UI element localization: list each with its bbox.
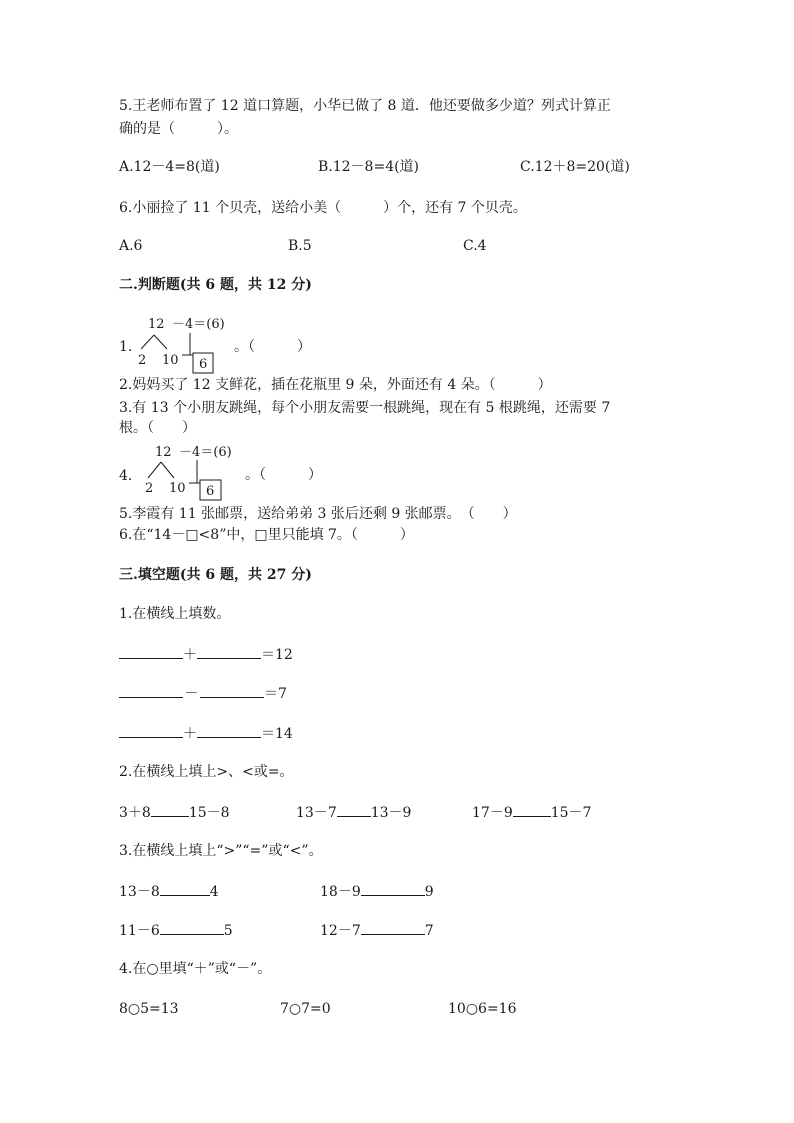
compare-left: 17－9 [472,805,513,821]
judge-item3-line1: 3.有 13 个小朋友跳绳，每个小朋友需要一根跳绳，现在有 5 根跳绳，还需要 7 [119,400,611,416]
result: ＝14 [261,726,293,742]
fig1-box-value: 6 [199,357,208,372]
q6-option-b[interactable]: B.5 [288,238,312,254]
fig1-branch-left [141,335,154,349]
fig1-branch-right [154,335,167,349]
fig4-num: 12 [155,445,172,460]
fill-q3-title: 3.在横线上填上“>”“=”或“<”。 [119,843,323,859]
judge-item5: 5.李霞有 11 张邮票，送给弟弟 3 张后还剩 9 张邮票。 （ ） [119,506,517,522]
q5-option-a[interactable]: A.12－4=8(道) [119,159,220,175]
compare-left: 18－9 [320,884,361,900]
q5-option-c[interactable]: C.12＋8=20(道) [520,159,630,175]
compare-right: 13－9 [370,805,412,821]
q5-option-b[interactable]: B.12－8=4(道) [318,159,420,175]
compare-left: 3＋8 [119,805,151,821]
q5-line1: 5.王老师布置了 12 道口算题，小华已做了 8 道．他还要做多少道？列式计算正 [119,98,611,114]
compare-left: 12－7 [320,923,361,939]
compare-right: 5 [223,923,233,939]
fill-q2-title: 2.在横线上填上>、<或=。 [119,764,294,780]
result: ＝7 [264,686,287,702]
answer-blank[interactable] [119,645,183,659]
answer-blank[interactable] [361,921,425,935]
section3-title: 三.填空题(共 6 题，共 27 分) [119,567,312,583]
fill-q1-row [119,684,287,703]
answer-blank[interactable] [361,882,425,896]
answer-blank[interactable] [119,724,183,738]
fill-q1-title: 1.在横线上填数。 [119,606,231,622]
answer-blank[interactable] [513,803,551,817]
compare-item [296,803,411,822]
answer-blank[interactable] [197,645,261,659]
fig4-right: 10 [169,481,186,496]
fig1-op: －4＝(6) [172,317,225,332]
judge-item6: 6.在“14－□<8”中，□里只能填 7。（ ） [119,527,414,543]
fig4-branch-left [148,462,161,478]
answer-blank[interactable] [160,882,210,896]
compare-item [320,921,434,940]
compare-right: 7 [424,923,434,939]
compare-item [119,921,233,940]
fig4-left: 2 [145,481,154,496]
answer-blank[interactable] [160,921,224,935]
judge-item3-line2: 根。（ ） [119,420,196,436]
split-diagram-4 [141,440,241,502]
circle-item[interactable]: 10○6=16 [448,1001,517,1017]
answer-blank[interactable] [151,803,189,817]
fig1-num: 12 [148,317,165,332]
compare-left: 11－6 [119,923,160,939]
compare-right: 15－7 [550,805,592,821]
circle-item[interactable]: 7○7=0 [280,1001,331,1017]
fill-q1-row [119,724,293,743]
result: ＝12 [261,647,293,663]
circle-item[interactable]: 8○5=13 [119,1001,179,1017]
answer-blank[interactable] [119,684,183,698]
fig4-box-value: 6 [206,484,215,499]
q6-option-a[interactable]: A.6 [119,238,143,254]
fill-q1-row [119,645,293,664]
split-diagram-1 [134,312,234,374]
operator: ＋ [183,726,197,742]
fig4-branch-right [161,462,174,478]
fig1-left: 2 [138,353,147,368]
answer-blank[interactable] [197,724,261,738]
judge-item1-suffix: 。（ ） [234,339,311,355]
compare-right: 9 [424,884,434,900]
q5-line2: 确的是（ ）。 [119,121,238,137]
q6-text: 6.小丽捡了 11 个贝壳，送给小美（ ）个，还有 7 个贝壳。 [119,200,527,216]
operator: － [184,686,199,702]
judge-item2: 2.妈妈买了 12 支鲜花，插在花瓶里 9 朵，外面还有 4 朵。（ ） [119,377,552,393]
compare-left: 13－8 [119,884,160,900]
section2-title: 二.判断题(共 6 题，共 12 分) [119,277,312,293]
fig4-op: －4＝(6) [179,445,232,460]
operator: ＋ [183,647,197,663]
q6-option-c[interactable]: C.4 [463,238,487,254]
answer-blank[interactable] [200,684,264,698]
compare-right: 15－8 [188,805,230,821]
judge-item4-prefix: 4. [119,468,133,484]
fill-q4-title: 4.在○里填“＋”或“－”。 [119,961,272,977]
compare-item [119,803,230,822]
judge-item1-prefix: 1. [119,339,133,355]
compare-item [119,882,219,901]
answer-blank[interactable] [337,803,371,817]
compare-item [320,882,434,901]
judge-item4-suffix: 。（ ） [245,467,322,483]
fig1-right: 10 [162,353,179,368]
compare-left: 13－7 [296,805,337,821]
compare-item [472,803,591,822]
compare-right: 4 [209,884,219,900]
